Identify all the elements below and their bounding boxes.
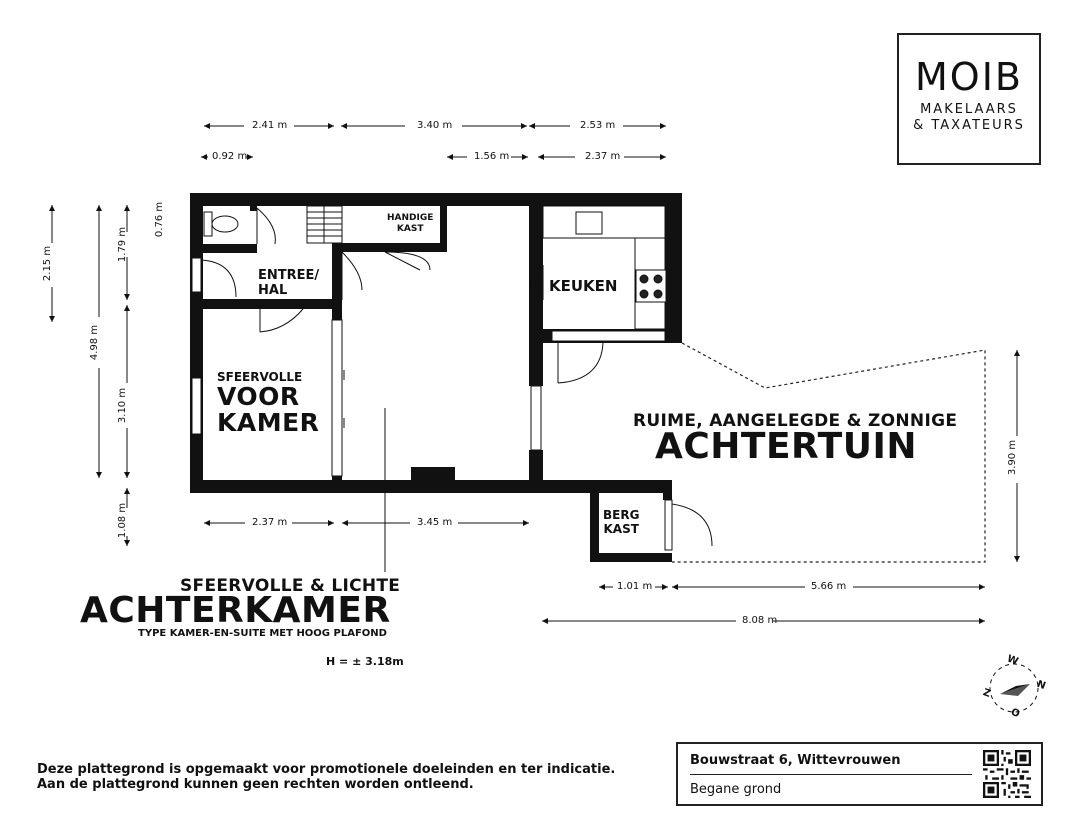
dim-garden-height: 3.90 m <box>1007 439 1019 476</box>
dim-left-3: 1.79 m <box>117 226 129 263</box>
achtertuin-sub-label: RUIME, AANGELEGDE & ZONNIGE <box>633 411 958 431</box>
dim-top-4: 0.92 m <box>212 151 248 162</box>
voorkamer-label <box>217 384 319 436</box>
voorkamer-line2: KAMER <box>217 408 320 437</box>
achterkamer-sub-label: SFEERVOLLE & LICHTE <box>180 576 401 596</box>
logo-line1: MAKELAARS <box>920 102 1018 117</box>
disclaimer <box>37 762 615 792</box>
berg-kast-line2: KAST <box>603 522 639 536</box>
berg-kast-label <box>603 508 639 536</box>
disclaimer-line2: Aan de plattegrond kunnen geen rechten worden ontleend. <box>37 777 474 792</box>
dim-garden-1: 1.01 m <box>617 581 653 592</box>
dim-top-3: 2.53 m <box>580 120 616 131</box>
compass-north: W <box>1005 653 1020 668</box>
dim-total-width: 8.08 m <box>742 615 778 626</box>
stairs <box>307 206 342 243</box>
dim-left-6: 0.76 m <box>154 201 166 238</box>
berg-kast-line1: BERG <box>603 508 640 522</box>
voorkamer-line1: VOOR <box>217 382 300 411</box>
achterkamer-label: ACHTERKAMER <box>80 590 391 631</box>
address-box <box>676 742 1043 806</box>
floor-name: Begane grond <box>690 782 782 797</box>
dim-left-2: 4.98 m <box>89 324 101 361</box>
qr-code-icon <box>983 750 1031 798</box>
toilet-fixture <box>204 212 238 236</box>
entree-line1: ENTREE/ <box>258 268 320 283</box>
address-text: Bouwstraat 6, Wittevrouwen <box>690 753 901 768</box>
entree-line2: HAL <box>258 283 288 298</box>
compass-west: Z <box>981 687 992 700</box>
compass-south: O <box>1009 706 1022 721</box>
logo-line2: & TAXATEURS <box>913 118 1025 133</box>
dim-bottom-1: 2.37 m <box>252 517 288 528</box>
kitchen-fixtures <box>543 206 666 329</box>
keuken-label: KEUKEN <box>549 277 618 295</box>
company-logo <box>897 33 1041 165</box>
height-note: H = ± 3.18m <box>326 655 404 668</box>
handige-kast-line2: KAST <box>396 224 424 234</box>
dim-top-1: 2.41 m <box>252 120 288 131</box>
voorkamer-sub-label: SFEERVOLLE <box>217 370 303 384</box>
handige-kast-label <box>387 213 433 235</box>
entree-label <box>258 268 319 298</box>
compass-icon <box>990 664 1038 712</box>
dim-left-5: 1.08 m <box>117 502 129 539</box>
dim-left-4: 3.10 m <box>117 387 129 424</box>
address-divider <box>690 774 972 775</box>
disclaimer-line1: Deze plattegrond is opgemaakt voor promotionele doeleinden en ter indicatie. <box>37 762 616 777</box>
achtertuin-label: ACHTERTUIN <box>655 426 917 467</box>
dim-top-2: 3.40 m <box>417 120 453 131</box>
dim-top-6: 2.37 m <box>585 151 621 162</box>
logo-main-text: MOIB <box>915 55 1023 99</box>
dim-garden-2: 5.66 m <box>811 581 847 592</box>
achterkamer-note: TYPE KAMER-EN-SUITE MET HOOG PLAFOND <box>138 628 387 639</box>
dim-bottom-2: 3.45 m <box>417 517 453 528</box>
compass-east: N <box>1035 678 1048 693</box>
dim-top-5: 1.56 m <box>474 151 510 162</box>
handige-kast-line1: HANDIGE <box>387 213 434 223</box>
dim-left-1: 2.15 m <box>42 245 54 282</box>
